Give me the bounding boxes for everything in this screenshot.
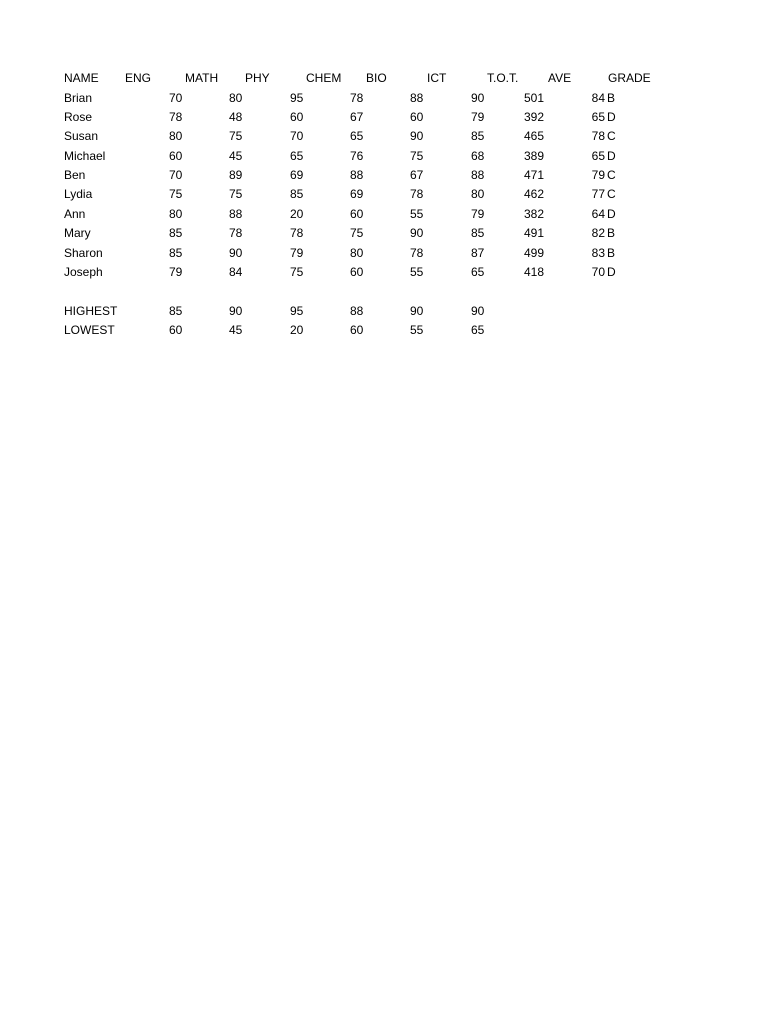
score-total: 392 [524, 110, 545, 124]
score-bio: 90 [410, 129, 424, 143]
score-math: 84 [229, 265, 243, 279]
score-grade: C [607, 129, 616, 143]
score-ict: 80 [471, 187, 485, 201]
score-total: 501 [524, 91, 545, 105]
score-bio: 78 [410, 246, 424, 260]
header-grade: GRADE [608, 71, 651, 85]
score-total: 491 [524, 226, 545, 240]
score-math: 48 [229, 110, 243, 124]
score-math: 90 [229, 246, 243, 260]
score-average: 65 [591, 110, 605, 124]
student-name: Susan [64, 129, 99, 143]
score-grade: B [607, 226, 616, 240]
score-chem: 80 [350, 246, 364, 260]
score-grade: D [607, 110, 616, 124]
summary-chem: 88 [350, 304, 364, 318]
table-row [0, 89, 768, 108]
score-math: 80 [229, 91, 243, 105]
score-phy: 78 [290, 226, 304, 240]
score-math: 89 [229, 168, 243, 182]
score-total: 382 [524, 207, 545, 221]
score-grade: B [607, 246, 616, 260]
score-ict: 90 [471, 91, 485, 105]
score-eng: 85 [169, 226, 183, 240]
score-average: 77 [591, 187, 605, 201]
score-average: 82 [591, 226, 605, 240]
table-row [0, 166, 768, 185]
summary-row-lowest [0, 321, 768, 340]
summary-phy: 95 [290, 304, 304, 318]
table-row [0, 205, 768, 224]
score-ict: 88 [471, 168, 485, 182]
score-ict: 79 [471, 110, 485, 124]
score-total: 418 [524, 265, 545, 279]
student-name: Michael [64, 149, 106, 163]
score-eng: 78 [169, 110, 183, 124]
score-grade: D [607, 207, 616, 221]
summary-bio: 90 [410, 304, 424, 318]
score-phy: 20 [290, 207, 304, 221]
score-average: 84 [591, 91, 605, 105]
score-eng: 85 [169, 246, 183, 260]
table-row [0, 224, 768, 243]
score-bio: 75 [410, 149, 424, 163]
score-grade: D [607, 265, 616, 279]
score-phy: 69 [290, 168, 304, 182]
table-row [0, 127, 768, 146]
score-chem: 88 [350, 168, 364, 182]
score-average: 64 [591, 207, 605, 221]
score-ict: 79 [471, 207, 485, 221]
score-eng: 80 [169, 207, 183, 221]
score-chem: 60 [350, 265, 364, 279]
score-phy: 70 [290, 129, 304, 143]
score-eng: 75 [169, 187, 183, 201]
score-bio: 78 [410, 187, 424, 201]
score-eng: 70 [169, 91, 183, 105]
score-phy: 60 [290, 110, 304, 124]
table-row [0, 263, 768, 282]
score-grade: B [607, 91, 616, 105]
header-bio: BIO [366, 71, 387, 85]
score-bio: 60 [410, 110, 424, 124]
score-average: 65 [591, 149, 605, 163]
student-name: Joseph [64, 265, 103, 279]
header-math: MATH [185, 71, 219, 85]
score-total: 389 [524, 149, 545, 163]
summary-math: 45 [229, 323, 243, 337]
score-chem: 69 [350, 187, 364, 201]
score-math: 45 [229, 149, 243, 163]
score-chem: 60 [350, 207, 364, 221]
score-chem: 75 [350, 226, 364, 240]
score-eng: 70 [169, 168, 183, 182]
score-chem: 76 [350, 149, 364, 163]
summary-chem: 60 [350, 323, 364, 337]
header-phy: PHY [245, 71, 270, 85]
score-chem: 78 [350, 91, 364, 105]
summary-ict: 65 [471, 323, 485, 337]
score-total: 462 [524, 187, 545, 201]
score-eng: 60 [169, 149, 183, 163]
table-row [0, 185, 768, 204]
summary-label: LOWEST [64, 323, 115, 337]
score-chem: 65 [350, 129, 364, 143]
score-average: 83 [591, 246, 605, 260]
score-total: 499 [524, 246, 545, 260]
summary-eng: 60 [169, 323, 183, 337]
score-average: 78 [591, 129, 605, 143]
summary-phy: 20 [290, 323, 304, 337]
summary-ict: 90 [471, 304, 485, 318]
header-chem: CHEM [306, 71, 342, 85]
header-average: AVE [548, 71, 572, 85]
score-bio: 90 [410, 226, 424, 240]
score-ict: 68 [471, 149, 485, 163]
header-row [0, 69, 768, 88]
score-bio: 55 [410, 207, 424, 221]
header-name: NAME [64, 71, 99, 85]
score-phy: 95 [290, 91, 304, 105]
score-phy: 85 [290, 187, 304, 201]
summary-eng: 85 [169, 304, 183, 318]
score-grade: C [607, 168, 616, 182]
student-name: Sharon [64, 246, 103, 260]
score-bio: 88 [410, 91, 424, 105]
score-average: 79 [591, 168, 605, 182]
student-name: Lydia [64, 187, 93, 201]
score-phy: 75 [290, 265, 304, 279]
score-math: 75 [229, 129, 243, 143]
score-phy: 79 [290, 246, 304, 260]
table-row [0, 147, 768, 166]
summary-bio: 55 [410, 323, 424, 337]
table-row [0, 108, 768, 127]
score-total: 465 [524, 129, 545, 143]
student-name: Rose [64, 110, 93, 124]
score-ict: 65 [471, 265, 485, 279]
summary-math: 90 [229, 304, 243, 318]
score-math: 78 [229, 226, 243, 240]
score-grade: C [607, 187, 616, 201]
student-name: Ben [64, 168, 86, 182]
score-bio: 67 [410, 168, 424, 182]
table-row [0, 244, 768, 263]
header-eng: ENG [125, 71, 152, 85]
score-average: 70 [591, 265, 605, 279]
score-eng: 80 [169, 129, 183, 143]
score-phy: 65 [290, 149, 304, 163]
score-ict: 85 [471, 226, 485, 240]
score-total: 471 [524, 168, 545, 182]
header-total: T.O.T. [487, 71, 519, 85]
header-ict: ICT [427, 71, 447, 85]
summary-row-highest [0, 302, 768, 321]
score-eng: 79 [169, 265, 183, 279]
score-grade: D [607, 149, 616, 163]
score-bio: 55 [410, 265, 424, 279]
student-name: Ann [64, 207, 86, 221]
student-name: Brian [64, 91, 93, 105]
score-chem: 67 [350, 110, 364, 124]
summary-label: HIGHEST [64, 304, 118, 318]
score-math: 88 [229, 207, 243, 221]
score-ict: 87 [471, 246, 485, 260]
score-math: 75 [229, 187, 243, 201]
score-ict: 85 [471, 129, 485, 143]
student-name: Mary [64, 226, 91, 240]
